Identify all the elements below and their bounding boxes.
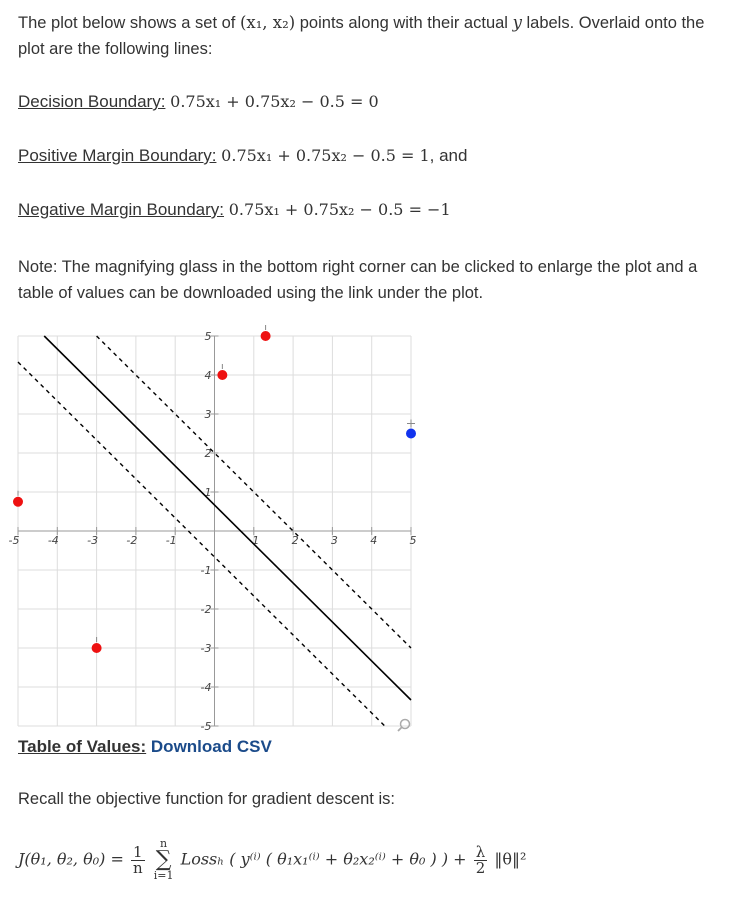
positive-margin-equation: 0.75x₁ + 0.75x₂ − 0.5 = 1 <box>221 146 430 165</box>
x-tick-label: 1 <box>252 534 260 547</box>
x-tick-label: 5 <box>409 534 417 547</box>
sum-lower: i=1 <box>153 869 174 882</box>
y-tick-label: -5 <box>200 720 212 733</box>
x-tick-label: 2 <box>291 534 299 547</box>
decision-boundary-equation: 0.75x₁ + 0.75x₂ − 0.5 = 0 <box>170 92 379 111</box>
regularization-term: ‖θ‖² <box>494 849 527 869</box>
intro-x-pair: (x₁, x₂) <box>239 13 296 32</box>
x-tick-label: 3 <box>330 534 338 547</box>
decision-boundary-row <box>18 92 379 112</box>
positive-margin-row <box>18 146 467 166</box>
x-tick-label: 4 <box>370 534 378 547</box>
negative-point <box>92 643 102 653</box>
y-tick-label: 3 <box>204 408 212 421</box>
x-tick-label: -5 <box>8 534 20 547</box>
objective-body: Lossₕ ( y⁽ⁱ⁾ ( θ₁x₁⁽ⁱ⁾ + θ₂x₂⁽ⁱ⁾ + θ₀ ) ) + <box>180 849 467 869</box>
negative-point <box>261 331 271 341</box>
objective-function <box>18 838 526 882</box>
y-tick-label: -2 <box>200 603 212 616</box>
x-tick-label: -4 <box>47 534 59 547</box>
fraction-denominator: n <box>132 858 143 877</box>
negative-margin-boundary-line <box>18 362 385 726</box>
recall-text: Recall the objective function for gradient descent is: <box>18 790 395 808</box>
reg-numerator: λ <box>474 845 488 861</box>
negative-margin-equation: 0.75x₁ + 0.75x₂ − 0.5 = −1 <box>228 200 451 219</box>
positive-margin-suffix: , and <box>429 146 468 165</box>
y-tick-label: 5 <box>204 330 212 343</box>
x-tick-label: -2 <box>126 534 138 547</box>
summation <box>154 838 174 882</box>
intro-text-1: The plot below shows a set of <box>18 14 240 32</box>
intro-y-symbol: y <box>512 13 522 32</box>
y-tick-label: 1 <box>204 486 212 499</box>
scatter-plot <box>0 322 440 734</box>
decision-boundary-label: Decision Boundary: <box>18 92 166 111</box>
intro-paragraph <box>18 10 718 62</box>
positive-margin-label: Positive Margin Boundary: <box>18 146 217 165</box>
objective-lhs: J(θ₁, θ₂, θ₀) = <box>18 849 124 869</box>
y-tick-label: -1 <box>200 564 212 577</box>
negative-point <box>13 497 23 507</box>
plot-axes <box>18 336 411 726</box>
negative-point <box>217 370 227 380</box>
y-tick-label: -3 <box>200 642 212 655</box>
table-of-values-label: Table of Values: <box>18 737 147 756</box>
intro-text-3: labels. Overlaid onto the plot are the following lines: <box>18 14 705 58</box>
sigma-icon: ∑ <box>155 847 172 872</box>
table-of-values <box>18 737 272 757</box>
note-paragraph: Note: The magnifying glass in the bottom right corner can be clicked to enlarge the plot and a table of values can be downloaded using the link under the plot. <box>18 258 698 302</box>
regularization-fraction <box>474 842 488 877</box>
y-tick-label: -4 <box>200 681 212 694</box>
y-tick-label: 2 <box>204 447 212 460</box>
magnify-icon[interactable] <box>398 720 410 732</box>
x-tick-label: -1 <box>165 534 177 547</box>
sum-upper: n <box>160 837 168 850</box>
negative-margin-row <box>18 200 451 220</box>
negative-margin-label: Negative Margin Boundary: <box>18 200 225 219</box>
download-csv-link[interactable]: Download CSV <box>150 737 272 756</box>
x-tick-label: -3 <box>87 534 99 547</box>
intro-text-2: points along with their actual <box>295 14 513 32</box>
positive-point <box>406 429 416 439</box>
y-tick-label: 4 <box>204 369 212 382</box>
fraction-numerator: 1 <box>131 845 145 861</box>
objective-fraction <box>131 842 145 877</box>
reg-denominator: 2 <box>475 858 486 877</box>
